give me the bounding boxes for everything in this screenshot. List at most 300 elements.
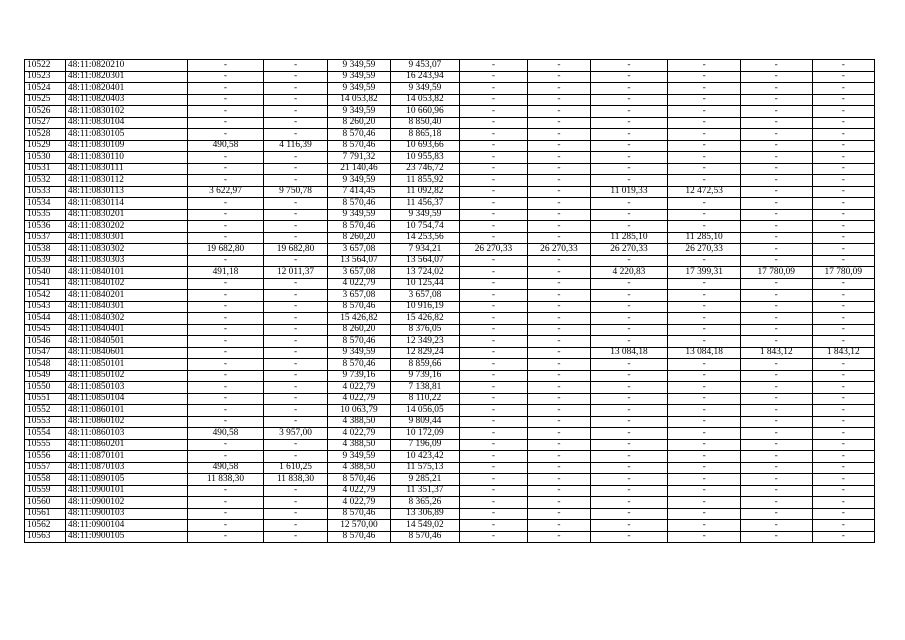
value-cell: 9 285,21 xyxy=(391,474,460,486)
value-cell: - xyxy=(812,462,874,474)
value-cell: - xyxy=(187,175,264,187)
value-cell: 17 780,09 xyxy=(812,267,874,279)
value-cell: 13 084,18 xyxy=(590,347,668,359)
value-cell: 4 022,79 xyxy=(327,485,390,497)
value-cell: - xyxy=(740,94,812,106)
value-cell: 9 349,59 xyxy=(327,347,390,359)
value-cell: - xyxy=(590,485,668,497)
cadastral-number-cell: 48:11:0840401 xyxy=(65,324,187,336)
value-cell: - xyxy=(740,152,812,164)
value-cell: 10 063,79 xyxy=(327,405,390,417)
value-cell: 11 575,13 xyxy=(391,462,460,474)
value-cell: - xyxy=(812,140,874,152)
row-number-cell: 10522 xyxy=(25,60,66,72)
value-cell: - xyxy=(528,94,590,106)
value-cell: 14 549,02 xyxy=(391,520,460,532)
value-cell: - xyxy=(740,428,812,440)
value-cell: - xyxy=(264,485,327,497)
value-cell: - xyxy=(187,370,264,382)
value-cell: 23 746,72 xyxy=(391,163,460,175)
table-row xyxy=(25,255,875,267)
value-cell: - xyxy=(264,209,327,221)
value-cell: - xyxy=(528,221,590,233)
value-cell: 15 426,82 xyxy=(391,313,460,325)
row-number-cell: 10535 xyxy=(25,209,66,221)
value-cell: - xyxy=(812,405,874,417)
value-cell: - xyxy=(459,152,528,164)
value-cell: - xyxy=(264,405,327,417)
value-cell: - xyxy=(590,175,668,187)
cadastral-number-cell: 48:11:0840102 xyxy=(65,278,187,290)
value-cell: - xyxy=(528,451,590,463)
value-cell: 1 843,12 xyxy=(740,347,812,359)
value-cell: 1 843,12 xyxy=(812,347,874,359)
value-cell: - xyxy=(668,359,741,371)
value-cell: - xyxy=(459,255,528,267)
value-cell: - xyxy=(187,117,264,129)
table-row xyxy=(25,313,875,325)
value-cell: - xyxy=(187,290,264,302)
value-cell: 9 739,16 xyxy=(327,370,390,382)
value-cell: - xyxy=(668,71,741,83)
cadastral-number-cell: 48:11:0830114 xyxy=(65,198,187,210)
value-cell: 8 570,46 xyxy=(327,221,390,233)
value-cell: - xyxy=(668,301,741,313)
value-cell: - xyxy=(264,117,327,129)
value-cell: - xyxy=(812,485,874,497)
value-cell: - xyxy=(528,106,590,118)
value-cell: - xyxy=(812,324,874,336)
value-cell: 12 349,23 xyxy=(391,336,460,348)
value-cell: - xyxy=(590,497,668,509)
value-cell: 3 657,08 xyxy=(327,244,390,256)
value-cell: 13 564,07 xyxy=(391,255,460,267)
value-cell: - xyxy=(590,405,668,417)
value-cell: - xyxy=(528,462,590,474)
value-cell: - xyxy=(668,152,741,164)
value-cell: 8 260,20 xyxy=(327,324,390,336)
value-cell: - xyxy=(528,290,590,302)
value-cell: - xyxy=(812,94,874,106)
value-cell: - xyxy=(740,232,812,244)
value-cell: - xyxy=(740,313,812,325)
value-cell: - xyxy=(668,60,741,72)
value-cell: 11 838,30 xyxy=(187,474,264,486)
value-cell: - xyxy=(590,106,668,118)
value-cell: - xyxy=(812,129,874,141)
row-number-cell: 10531 xyxy=(25,163,66,175)
value-cell: - xyxy=(528,267,590,279)
value-cell: - xyxy=(187,324,264,336)
value-cell: - xyxy=(668,497,741,509)
value-cell: - xyxy=(590,451,668,463)
row-number-cell: 10550 xyxy=(25,382,66,394)
value-cell: - xyxy=(668,209,741,221)
table-row xyxy=(25,520,875,532)
value-cell: - xyxy=(459,428,528,440)
value-cell: - xyxy=(528,336,590,348)
value-cell: - xyxy=(812,416,874,428)
value-cell: - xyxy=(459,106,528,118)
value-cell: - xyxy=(264,106,327,118)
cadastral-number-cell: 48:11:0830301 xyxy=(65,232,187,244)
table-row xyxy=(25,382,875,394)
value-cell: - xyxy=(740,474,812,486)
value-cell: 3 657,08 xyxy=(391,290,460,302)
value-cell: - xyxy=(590,209,668,221)
value-cell: - xyxy=(668,382,741,394)
value-cell: - xyxy=(812,186,874,198)
value-cell: - xyxy=(459,474,528,486)
table-row xyxy=(25,232,875,244)
cadastral-number-cell: 48:11:0830201 xyxy=(65,209,187,221)
value-cell: 26 270,33 xyxy=(528,244,590,256)
value-cell: - xyxy=(668,117,741,129)
value-cell: - xyxy=(528,232,590,244)
table-row xyxy=(25,439,875,451)
table-row xyxy=(25,267,875,279)
value-cell: - xyxy=(740,106,812,118)
value-cell: - xyxy=(264,520,327,532)
value-cell: - xyxy=(812,497,874,509)
value-cell: - xyxy=(459,301,528,313)
table-row xyxy=(25,278,875,290)
row-number-cell: 10533 xyxy=(25,186,66,198)
value-cell: 13 084,18 xyxy=(668,347,741,359)
row-number-cell: 10540 xyxy=(25,267,66,279)
value-cell: 490,58 xyxy=(187,462,264,474)
table-row xyxy=(25,531,875,543)
row-number-cell: 10530 xyxy=(25,152,66,164)
value-cell: 12 570,00 xyxy=(327,520,390,532)
value-cell: - xyxy=(187,520,264,532)
value-cell: - xyxy=(590,71,668,83)
value-cell: 7 934,21 xyxy=(391,244,460,256)
value-cell: - xyxy=(812,83,874,95)
value-cell: - xyxy=(740,405,812,417)
value-cell: 10 172,09 xyxy=(391,428,460,440)
value-cell: 11 838,30 xyxy=(264,474,327,486)
table-row xyxy=(25,416,875,428)
table-row xyxy=(25,140,875,152)
value-cell: - xyxy=(459,370,528,382)
value-cell: - xyxy=(187,106,264,118)
value-cell: - xyxy=(528,278,590,290)
value-cell: - xyxy=(812,60,874,72)
value-cell: - xyxy=(668,94,741,106)
value-cell: - xyxy=(812,301,874,313)
value-cell: - xyxy=(668,451,741,463)
value-cell: - xyxy=(264,129,327,141)
value-cell: - xyxy=(264,278,327,290)
table-row xyxy=(25,508,875,520)
cadastral-number-cell: 48:11:0870101 xyxy=(65,451,187,463)
value-cell: 4 022,79 xyxy=(327,278,390,290)
value-cell: 7 196,09 xyxy=(391,439,460,451)
row-number-cell: 10552 xyxy=(25,405,66,417)
value-cell: - xyxy=(187,336,264,348)
row-number-cell: 10529 xyxy=(25,140,66,152)
value-cell: - xyxy=(528,324,590,336)
value-cell: 11 285,10 xyxy=(590,232,668,244)
value-cell: - xyxy=(459,186,528,198)
cadastral-number-cell: 48:11:0900101 xyxy=(65,485,187,497)
value-cell: - xyxy=(187,94,264,106)
value-cell: - xyxy=(264,439,327,451)
value-cell: - xyxy=(668,439,741,451)
value-cell: - xyxy=(668,83,741,95)
value-cell: - xyxy=(459,531,528,543)
value-cell: - xyxy=(740,324,812,336)
value-cell: 490,58 xyxy=(187,140,264,152)
value-cell: - xyxy=(812,336,874,348)
value-cell: 8 376,05 xyxy=(391,324,460,336)
table-row xyxy=(25,117,875,129)
value-cell: - xyxy=(740,508,812,520)
value-cell: - xyxy=(459,140,528,152)
value-cell: 8 365,26 xyxy=(391,497,460,509)
value-cell: 8 570,46 xyxy=(327,140,390,152)
value-cell: - xyxy=(459,232,528,244)
table-row xyxy=(25,393,875,405)
value-cell: - xyxy=(264,359,327,371)
value-cell: - xyxy=(740,520,812,532)
value-cell: - xyxy=(528,485,590,497)
value-cell: - xyxy=(590,290,668,302)
value-cell: - xyxy=(264,255,327,267)
value-cell: 9 349,59 xyxy=(327,71,390,83)
value-cell: - xyxy=(264,232,327,244)
value-cell: - xyxy=(187,531,264,543)
row-number-cell: 10537 xyxy=(25,232,66,244)
table-row xyxy=(25,428,875,440)
value-cell: - xyxy=(459,278,528,290)
row-number-cell: 10546 xyxy=(25,336,66,348)
value-cell: - xyxy=(590,324,668,336)
value-cell: - xyxy=(590,439,668,451)
cadastral-number-cell: 48:11:0840501 xyxy=(65,336,187,348)
value-cell: - xyxy=(459,359,528,371)
table-row xyxy=(25,324,875,336)
value-cell: 8 570,46 xyxy=(327,198,390,210)
value-cell: - xyxy=(187,485,264,497)
value-cell: - xyxy=(668,255,741,267)
value-cell: - xyxy=(590,94,668,106)
value-cell: - xyxy=(264,382,327,394)
value-cell: - xyxy=(528,508,590,520)
value-cell: - xyxy=(668,508,741,520)
value-cell: - xyxy=(590,301,668,313)
table-row xyxy=(25,221,875,233)
value-cell: - xyxy=(264,290,327,302)
table-row xyxy=(25,186,875,198)
value-cell: - xyxy=(668,129,741,141)
value-cell: - xyxy=(264,301,327,313)
table-row xyxy=(25,152,875,164)
value-cell: - xyxy=(528,474,590,486)
value-cell: 9 739,16 xyxy=(391,370,460,382)
value-cell: - xyxy=(740,278,812,290)
value-cell: - xyxy=(590,382,668,394)
row-number-cell: 10541 xyxy=(25,278,66,290)
value-cell: - xyxy=(740,71,812,83)
table-row xyxy=(25,347,875,359)
value-cell: 10 693,66 xyxy=(391,140,460,152)
value-cell: - xyxy=(812,474,874,486)
value-cell: 14 253,56 xyxy=(391,232,460,244)
row-number-cell: 10551 xyxy=(25,393,66,405)
value-cell: - xyxy=(459,94,528,106)
value-cell: 8 570,46 xyxy=(391,531,460,543)
value-cell: - xyxy=(812,244,874,256)
value-cell: - xyxy=(740,209,812,221)
value-cell: - xyxy=(812,359,874,371)
cadastral-number-cell: 48:11:0840601 xyxy=(65,347,187,359)
value-cell: - xyxy=(264,198,327,210)
cadastral-number-cell: 48:11:0830111 xyxy=(65,163,187,175)
value-cell: - xyxy=(187,405,264,417)
value-cell: - xyxy=(459,451,528,463)
value-cell: 17 780,09 xyxy=(740,267,812,279)
value-cell: - xyxy=(740,336,812,348)
value-cell: - xyxy=(187,497,264,509)
value-cell: - xyxy=(668,140,741,152)
value-cell: 9 349,59 xyxy=(327,209,390,221)
value-cell: 10 916,19 xyxy=(391,301,460,313)
value-cell: - xyxy=(740,255,812,267)
value-cell: 11 456,37 xyxy=(391,198,460,210)
cadastral-number-cell: 48:11:0830105 xyxy=(65,129,187,141)
value-cell: - xyxy=(459,324,528,336)
cadastral-number-cell: 48:11:0860103 xyxy=(65,428,187,440)
value-cell: 4 022,79 xyxy=(327,428,390,440)
value-cell: - xyxy=(590,83,668,95)
value-cell: - xyxy=(740,370,812,382)
value-cell: - xyxy=(590,531,668,543)
value-cell: - xyxy=(459,60,528,72)
value-cell: 3 657,08 xyxy=(327,267,390,279)
value-cell: 9 349,59 xyxy=(327,175,390,187)
value-cell: - xyxy=(187,232,264,244)
table-row xyxy=(25,336,875,348)
value-cell: 15 426,82 xyxy=(327,313,390,325)
value-cell: 19 682,80 xyxy=(264,244,327,256)
value-cell: - xyxy=(668,531,741,543)
value-cell: 8 570,46 xyxy=(327,129,390,141)
value-cell: - xyxy=(459,129,528,141)
value-cell: 10 955,83 xyxy=(391,152,460,164)
row-number-cell: 10553 xyxy=(25,416,66,428)
value-cell: - xyxy=(459,83,528,95)
value-cell: - xyxy=(812,175,874,187)
value-cell: - xyxy=(264,370,327,382)
value-cell: - xyxy=(187,60,264,72)
value-cell: 3 957,00 xyxy=(264,428,327,440)
table-row xyxy=(25,497,875,509)
value-cell: - xyxy=(590,221,668,233)
value-cell: - xyxy=(528,520,590,532)
value-cell: - xyxy=(590,520,668,532)
value-cell: 8 260,20 xyxy=(327,117,390,129)
value-cell: - xyxy=(740,163,812,175)
value-cell: - xyxy=(812,163,874,175)
value-cell: 13 724,02 xyxy=(391,267,460,279)
row-number-cell: 10534 xyxy=(25,198,66,210)
cadastral-number-cell: 48:11:0860201 xyxy=(65,439,187,451)
value-cell: - xyxy=(459,117,528,129)
value-cell: 8 865,18 xyxy=(391,129,460,141)
value-cell: - xyxy=(187,382,264,394)
cadastral-number-cell: 48:11:0830104 xyxy=(65,117,187,129)
value-cell: - xyxy=(668,324,741,336)
table-row xyxy=(25,301,875,313)
cadastral-value-table xyxy=(24,59,875,543)
value-cell: - xyxy=(187,416,264,428)
table-row xyxy=(25,290,875,302)
value-cell: 11 285,10 xyxy=(668,232,741,244)
value-cell: - xyxy=(590,255,668,267)
value-cell: - xyxy=(668,198,741,210)
value-cell: - xyxy=(528,370,590,382)
value-cell: - xyxy=(668,163,741,175)
table-row xyxy=(25,198,875,210)
value-cell: 7 138,81 xyxy=(391,382,460,394)
value-cell: - xyxy=(740,140,812,152)
value-cell: 9 349,59 xyxy=(327,83,390,95)
value-cell: - xyxy=(528,301,590,313)
value-cell: - xyxy=(264,152,327,164)
value-cell: - xyxy=(812,255,874,267)
value-cell: 4 022,79 xyxy=(327,393,390,405)
value-cell: 8 570,46 xyxy=(327,508,390,520)
value-cell: 8 110,22 xyxy=(391,393,460,405)
value-cell: - xyxy=(459,508,528,520)
row-number-cell: 10548 xyxy=(25,359,66,371)
value-cell: - xyxy=(590,474,668,486)
value-cell: - xyxy=(590,416,668,428)
table-row xyxy=(25,106,875,118)
value-cell: - xyxy=(264,71,327,83)
value-cell: - xyxy=(264,324,327,336)
value-cell: - xyxy=(590,129,668,141)
value-cell: - xyxy=(264,347,327,359)
cadastral-number-cell: 48:11:0890105 xyxy=(65,474,187,486)
value-cell: 3 622,97 xyxy=(187,186,264,198)
value-cell: - xyxy=(264,94,327,106)
cadastral-number-cell: 48:11:0850102 xyxy=(65,370,187,382)
row-number-cell: 10557 xyxy=(25,462,66,474)
value-cell: - xyxy=(740,497,812,509)
value-cell: - xyxy=(187,393,264,405)
table-body xyxy=(25,60,875,543)
value-cell: - xyxy=(668,278,741,290)
row-number-cell: 10561 xyxy=(25,508,66,520)
value-cell: - xyxy=(590,163,668,175)
value-cell: - xyxy=(812,209,874,221)
value-cell: 14 056,05 xyxy=(391,405,460,417)
value-cell: - xyxy=(459,267,528,279)
value-cell: 8 850,40 xyxy=(391,117,460,129)
value-cell: - xyxy=(528,393,590,405)
value-cell: - xyxy=(528,186,590,198)
value-cell: 8 570,46 xyxy=(327,336,390,348)
value-cell: - xyxy=(187,209,264,221)
value-cell: - xyxy=(812,278,874,290)
value-cell: - xyxy=(528,117,590,129)
value-cell: - xyxy=(528,83,590,95)
row-number-cell: 10525 xyxy=(25,94,66,106)
value-cell: - xyxy=(812,428,874,440)
